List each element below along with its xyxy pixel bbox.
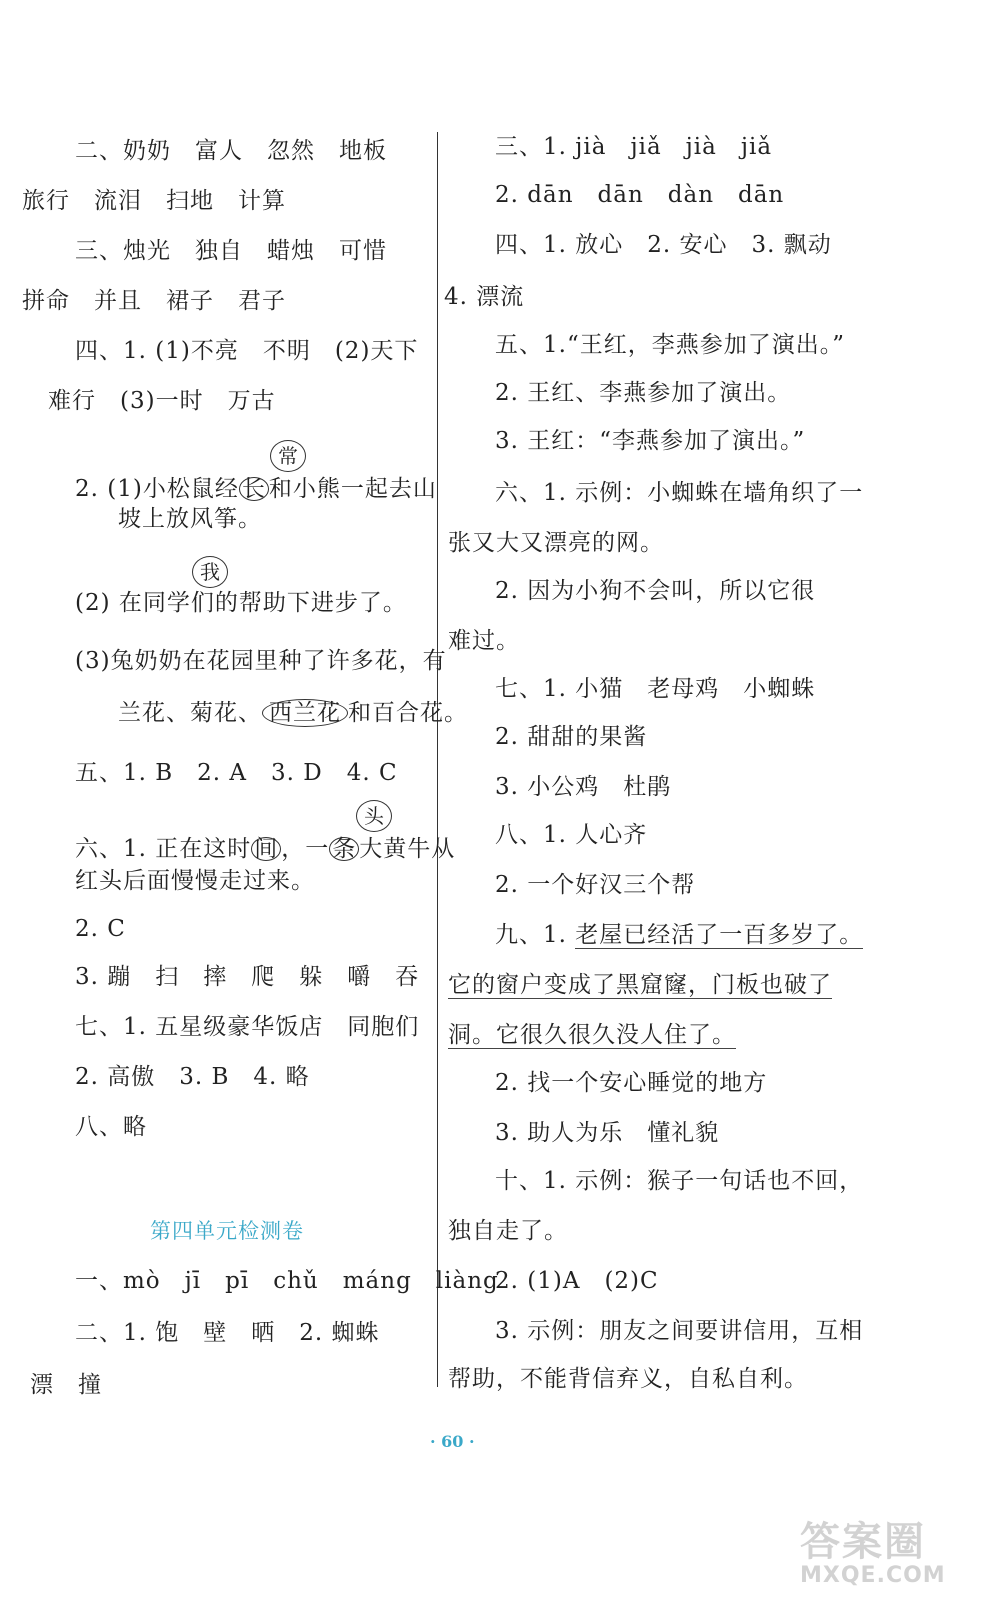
- answer-line: 2. 王红、李燕参加了演出。: [495, 380, 792, 406]
- answer-line: 旅行 流泪 扫地 计算: [22, 188, 286, 214]
- answer-line: 2. C: [75, 916, 126, 942]
- answer-line: 五、1.“王红，李燕参加了演出。”: [495, 332, 845, 358]
- answer-line: 3. 蹦 扫 摔 爬 躲 嚼 吞: [75, 964, 420, 990]
- correction-mark: 常: [270, 440, 306, 472]
- answer-line: 坡上放风筝。: [118, 506, 262, 532]
- answer-line: 七、1. 五星级豪华饭店 同胞们: [75, 1014, 420, 1040]
- answer-line: 八、略: [75, 1114, 147, 1140]
- answer-line: 四、1. 放心 2. 安心 3. 飘动: [495, 232, 832, 258]
- answer-line: 2. 找一个安心睡觉的地方: [495, 1070, 768, 1096]
- answer-line: 2. dān dān dàn dān: [495, 182, 785, 208]
- answer-line: 3. 小公鸡 杜鹃: [495, 774, 672, 800]
- answer-line: (3)兔奶奶在花园里种了许多花，有: [75, 648, 447, 674]
- watermark-line2: MXQE.COM: [800, 1563, 946, 1588]
- text: 和百合花。: [348, 700, 468, 726]
- answer-line: 七、1. 小猫 老母鸡 小蜘蛛: [495, 676, 816, 702]
- answer-line: 一、mò jī pī chǔ máng liàng: [75, 1268, 499, 1294]
- answer-line: [75, 834, 455, 864]
- answer-line: (2) 在同学们的帮助下进步了。: [75, 590, 407, 616]
- circled-char: 间: [251, 837, 281, 861]
- answer-line: 帮助，不能背信弃义，自私自利。: [448, 1366, 808, 1392]
- answer-line: 拼命 并且 裙子 君子: [22, 288, 286, 314]
- page-number: · 60 ·: [430, 1432, 475, 1451]
- text: 六、1. 正在这时: [75, 836, 252, 862]
- answer-line: 张又大又漂亮的网。: [448, 530, 664, 556]
- answer-line: 三、烛光 独自 蜡烛 可惜: [75, 238, 387, 264]
- answer-line: 难行 (3)一时 万古: [48, 388, 276, 414]
- text: ，一: [281, 836, 330, 862]
- answer-line: 八、1. 人心齐: [495, 822, 648, 848]
- underlined-text: 洞。它很久很久没人住了。: [448, 1022, 736, 1048]
- answer-line: 2. 因为小狗不会叫，所以它很: [495, 578, 816, 604]
- text: 九、1.: [495, 922, 576, 948]
- circled-word: 西兰花: [262, 699, 348, 727]
- answer-line: 二、1. 饱 壁 晒 2. 蜘蛛: [75, 1320, 380, 1346]
- answer-line: 3. 王红：“李燕参加了演出。”: [495, 428, 806, 454]
- answer-line: 2. 高傲 3. B 4. 略: [75, 1064, 310, 1090]
- text: 大黄牛从: [359, 836, 456, 862]
- text: 2. (1)小松鼠经: [75, 476, 239, 502]
- watermark-logo: [800, 1510, 946, 1588]
- circled-char: 条: [329, 837, 359, 861]
- correction-mark: 头: [356, 800, 392, 832]
- answer-line: [75, 474, 437, 504]
- answer-line: 三、1. jià jiǎ jià jiǎ: [495, 134, 773, 160]
- text: 和小熊一起去山: [268, 476, 437, 502]
- correction-mark: 我: [192, 556, 228, 588]
- answer-line: [495, 920, 863, 950]
- answer-line: 2. 甜甜的果酱: [495, 724, 648, 750]
- answer-line: 四、1. (1)不亮 不明 (2)天下: [75, 338, 419, 364]
- answer-line: 2. 一个好汉三个帮: [495, 872, 696, 898]
- watermark-line1: 答案圈: [800, 1519, 926, 1565]
- column-divider: [437, 132, 438, 1387]
- answer-line: [448, 970, 832, 1000]
- answer-line: [118, 698, 468, 728]
- answer-line: 4. 漂流: [444, 284, 525, 310]
- section-heading: 第四单元检测卷: [150, 1219, 304, 1243]
- answer-line: 红头后面慢慢走过来。: [75, 868, 315, 894]
- answer-line: 二、奶奶 富人 忽然 地板: [75, 138, 387, 164]
- text: 兰花、菊花、: [118, 700, 262, 726]
- answer-line: 3. 示例：朋友之间要讲信用，互相: [495, 1318, 864, 1344]
- answer-line: 独自走了。: [448, 1218, 568, 1244]
- underlined-text: 它的窗户变成了黑窟窿，门板也破了: [448, 972, 832, 998]
- answer-line: 六、1. 示例：小蜘蛛在墙角织了一: [495, 480, 864, 506]
- answer-line: 难过。: [448, 628, 520, 654]
- answer-line: 3. 助人为乐 懂礼貌: [495, 1120, 720, 1146]
- answer-line: [448, 1020, 736, 1050]
- answer-line: 十、1. 示例：猴子一句话也不回，: [495, 1168, 864, 1194]
- circled-char: 长: [239, 477, 269, 501]
- answer-line: 漂 撞: [30, 1372, 102, 1398]
- answer-line: 2. (1)A (2)C: [495, 1268, 659, 1294]
- answer-line: 五、1. B 2. A 3. D 4. C: [75, 760, 398, 786]
- underlined-text: 老屋已经活了一百多岁了。: [575, 922, 864, 948]
